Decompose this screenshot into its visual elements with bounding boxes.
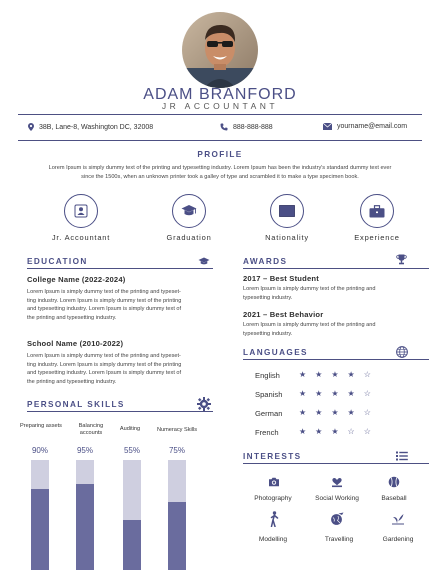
college-description [27, 288, 217, 322]
award-name: 2021 – Best Behavior [243, 310, 324, 319]
highlight-circle-experience [360, 194, 394, 228]
skill-bar-fill [123, 520, 141, 570]
highlight-circle-nationality [270, 194, 304, 228]
contact-email [323, 123, 407, 130]
skill-percent: 95% [76, 446, 93, 455]
skill-label: Balancing accounts [78, 423, 104, 437]
interests-title: INTERESTS [243, 452, 302, 461]
star-filled-icon: ★ [331, 389, 339, 398]
education-divider [27, 268, 213, 269]
awards-divider [243, 268, 429, 269]
interest-label: Baseball [381, 495, 407, 502]
graduation-cap-icon [198, 257, 210, 266]
school-line: the printing and typesetting industry. [27, 378, 117, 385]
person-name: ADAM BRANFORD [143, 86, 297, 103]
star-empty-icon: ☆ [347, 427, 355, 436]
email-text: yourname@email.com [337, 123, 408, 130]
education-title: EDUCATION [27, 257, 88, 266]
globe-plane-icon [330, 512, 344, 526]
skill-percent: 55% [123, 446, 140, 455]
skill-bar [168, 460, 186, 570]
language-name: German [255, 409, 283, 418]
college-name: College Name (2022-2024) [27, 275, 126, 284]
job-title: JR ACCOUNTANT [161, 101, 279, 111]
skills-divider [27, 411, 213, 412]
phone-text: 888-888-888 [233, 123, 273, 131]
languages-title: LANGUAGES [243, 348, 308, 357]
college-line: ting industry. Lorem Ipsum is simply dummy text of the printing [27, 297, 182, 304]
school-description [27, 352, 217, 386]
star-empty-icon: ☆ [363, 389, 371, 398]
college-line: Lorem Ipsum is simply dummy text of the printing and typeset- [27, 289, 181, 295]
highlight-circle-role [64, 194, 98, 228]
user-badge-icon [74, 204, 88, 218]
language-rating [299, 389, 371, 398]
interest-label: Travelling [324, 536, 354, 543]
profile-line: Lorem Ipsum is simply dummy text of the printing and typesetting industry. Lorem Ipsum has been the industry's standard dummy text ever [48, 165, 392, 171]
graduation-cap-icon [181, 204, 197, 218]
heart-hands-icon [330, 475, 344, 489]
skill-bar-fill [76, 484, 94, 570]
globe-icon [396, 346, 408, 358]
skill-bar-fill [168, 502, 186, 570]
plant-icon [391, 512, 405, 526]
interest-label: Photography [254, 495, 292, 502]
contact-phone [220, 123, 273, 131]
camera-icon [267, 475, 281, 489]
profile-title: PROFILE [197, 150, 243, 159]
baseball-icon [387, 475, 401, 489]
trophy-icon [396, 254, 407, 265]
highlight-label: Jr. Accountant [51, 233, 111, 242]
award-line: typesetting industry. [243, 330, 293, 337]
college-line: and typesetting industry. Lorem Ipsum is simply dummy text of [27, 306, 182, 313]
language-name: Spanish [255, 390, 283, 399]
highlight-circle-graduation [172, 194, 206, 228]
gear-icon [197, 397, 211, 411]
highlight-label: Graduation [166, 233, 212, 242]
award-description [243, 321, 429, 338]
skill-label: Auditing [119, 426, 141, 432]
star-filled-icon: ★ [347, 370, 355, 379]
language-name: French [255, 428, 279, 437]
profile-line: since the 1500s, when an unknown printer took a galley of type and scrambled it to make a type specimen book. [81, 173, 359, 180]
star-filled-icon: ★ [331, 408, 339, 417]
star-filled-icon: ★ [315, 389, 323, 398]
school-line: and typesetting industry. Lorem Ipsum is simply dummy text of [27, 370, 182, 377]
language-rating [299, 427, 371, 436]
language-rating [299, 370, 371, 379]
school-line: ting industry. Lorem Ipsum is simply dummy text of the printing [27, 361, 182, 368]
flag-icon [279, 205, 295, 217]
awards-title: AWARDS [243, 257, 288, 266]
contact-divider [18, 140, 422, 141]
star-filled-icon: ★ [331, 370, 339, 379]
star-filled-icon: ★ [315, 408, 323, 417]
interest-label: Gardening [382, 536, 414, 543]
star-filled-icon: ★ [331, 427, 339, 436]
languages-divider [243, 359, 429, 360]
star-filled-icon: ★ [347, 389, 355, 398]
skill-percent: 90% [31, 446, 48, 455]
skill-bar [31, 460, 49, 570]
college-line: the printing and typesetting industry. [27, 314, 117, 321]
profile-text [18, 164, 422, 181]
skill-bar [123, 460, 141, 570]
skill-bar [76, 460, 94, 570]
award-line: Lorem Ipsum is simply dummy text of the printing and [243, 286, 376, 292]
skills-title: PERSONAL SKILLS [27, 400, 125, 409]
phone-icon [220, 123, 228, 131]
award-line: typesetting industry. [243, 294, 293, 301]
star-filled-icon: ★ [299, 370, 307, 379]
school-line: Lorem Ipsum is simply dummy text of the printing and typeset- [27, 353, 181, 359]
skill-bar-fill [31, 489, 49, 570]
briefcase-icon [369, 205, 385, 218]
star-filled-icon: ★ [315, 427, 323, 436]
school-name: School Name (2010-2022) [27, 339, 124, 348]
person-pose-icon [267, 512, 281, 526]
star-empty-icon: ☆ [363, 427, 371, 436]
star-filled-icon: ★ [315, 370, 323, 379]
skill-label: Preparing assets [20, 423, 62, 429]
interests-divider [243, 463, 429, 464]
location-pin-icon [28, 123, 34, 131]
interest-label: Modelling [258, 536, 288, 543]
address-text: 38B, Lane-8, Washington DC, 32008 [39, 123, 154, 131]
star-filled-icon: ★ [299, 408, 307, 417]
header-divider [18, 114, 422, 115]
mail-icon [323, 123, 332, 130]
star-empty-icon: ☆ [363, 370, 371, 379]
skill-percent: 75% [168, 446, 185, 455]
interest-label: Social Working [315, 495, 359, 502]
award-name: 2017 – Best Student [243, 274, 319, 283]
star-filled-icon: ★ [299, 427, 307, 436]
contact-address [28, 123, 153, 131]
award-description [243, 285, 429, 302]
avatar [182, 12, 258, 88]
language-rating [299, 408, 371, 417]
star-empty-icon: ☆ [363, 408, 371, 417]
language-name: English [255, 371, 280, 380]
list-icon [396, 451, 408, 461]
star-filled-icon: ★ [299, 389, 307, 398]
skill-label: Numeracy Skills [156, 427, 198, 433]
highlight-label: Nationality [265, 233, 309, 242]
star-filled-icon: ★ [347, 408, 355, 417]
highlight-label: Experience [354, 233, 400, 242]
award-line: Lorem Ipsum is simply dummy text of the printing and [243, 322, 376, 328]
